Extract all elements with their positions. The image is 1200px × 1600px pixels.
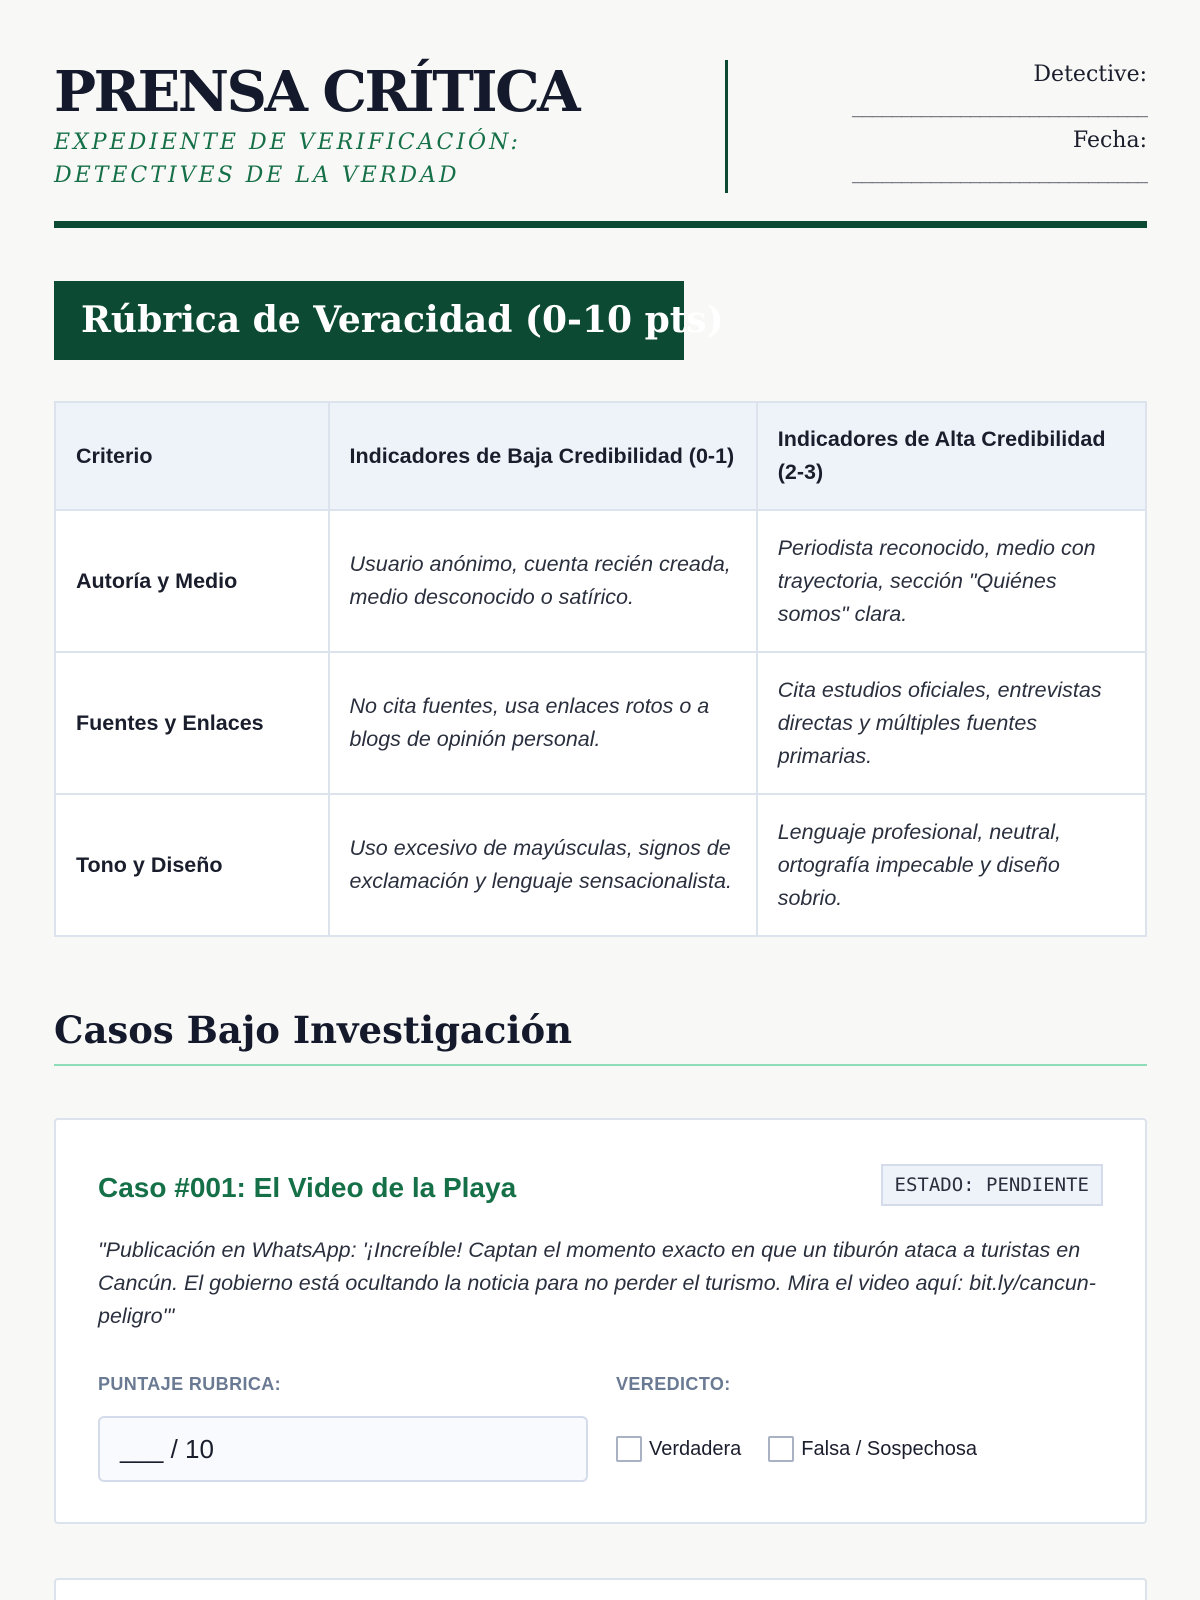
verdict-options bbox=[616, 1434, 1004, 1464]
case-title: Caso #001: El Video de la Playa bbox=[98, 1172, 517, 1203]
table-row bbox=[55, 510, 1146, 652]
case-card-next bbox=[54, 1578, 1147, 1600]
score-label: PUNTAJE RUBRICA: bbox=[98, 1374, 282, 1394]
date-label: Fecha: bbox=[1072, 128, 1147, 153]
rubric-title: Rúbrica de Veracidad (0-10 pts) bbox=[54, 281, 684, 360]
rubric-low-indicator: Usuario anónimo, cuenta recién creada, medio desconocido o satírico. bbox=[329, 510, 757, 652]
rubric-criterion: Autoría y Medio bbox=[55, 510, 329, 652]
rubric-header-high: Indicadores de Alta Credibilidad (2-3) bbox=[757, 402, 1146, 510]
case-quote: "Publicación en WhatsApp: '¡Increíble! Captan el momento exacto en que un tiburón ataca a turistas en Cancún. El gobierno está ocultando la noticia para no perder el turismo. Mira el video aquí: bit.ly/cancun-peligro'" bbox=[98, 1238, 1096, 1328]
verdict-true-option[interactable] bbox=[616, 1434, 741, 1464]
student-meta bbox=[757, 60, 1147, 192]
masthead bbox=[54, 0, 1147, 228]
rubric-high-indicator: Periodista reconocido, medio con trayectoria, sección "Quiénes somos" clara. bbox=[757, 510, 1146, 652]
table-row bbox=[55, 652, 1146, 794]
page-title: PRENSA CRÍTICA bbox=[54, 59, 579, 125]
date-blank[interactable]: ______________________________ bbox=[851, 163, 1147, 184]
rubric-header-row bbox=[55, 402, 1146, 510]
rubric-criterion: Fuentes y Enlaces bbox=[55, 652, 329, 794]
detective-label: Detective: bbox=[1033, 62, 1147, 87]
rubric-high-indicator: Lenguaje profesional, neutral, ortografía impecable y diseño sobrio. bbox=[757, 794, 1146, 936]
masthead-divider bbox=[725, 60, 728, 193]
rubric-low-indicator: No cita fuentes, usa enlaces rotos o a blogs de opinión personal. bbox=[329, 652, 757, 794]
table-row bbox=[55, 794, 1146, 936]
verdict-false-checkbox[interactable] bbox=[768, 1436, 794, 1462]
score-input[interactable]: ___ / 10 bbox=[98, 1416, 588, 1482]
verdict-true-checkbox[interactable] bbox=[616, 1436, 642, 1462]
cases-heading: Casos Bajo Investigación bbox=[54, 1002, 1147, 1066]
verdict-label: VEREDICTO: bbox=[616, 1374, 731, 1394]
worksheet-page bbox=[54, 0, 1147, 1464]
verdict-false-label: Falsa / Sospechosa bbox=[801, 1438, 977, 1460]
rubric-header-criterion: Criterio bbox=[55, 402, 329, 510]
page-subtitle: EXPEDIENTE DE VERIFICACIÓN: DETECTIVES DE LA VERDAD bbox=[54, 130, 521, 188]
case-card bbox=[54, 1118, 1147, 1524]
rubric-low-indicator: Uso excesivo de mayúsculas, signos de exclamación y lenguaje sensacionalista. bbox=[329, 794, 757, 936]
rubric-header-low: Indicadores de Baja Credibilidad (0-1) bbox=[329, 402, 757, 510]
verdict-true-label: Verdadera bbox=[649, 1438, 742, 1460]
rubric-high-indicator: Cita estudios oficiales, entrevistas directas y múltiples fuentes primarias. bbox=[757, 652, 1146, 794]
status-badge: ESTADO: PENDIENTE bbox=[881, 1164, 1103, 1206]
rubric-table bbox=[54, 401, 1147, 937]
rubric-criterion: Tono y Diseño bbox=[55, 794, 329, 936]
verdict-false-option[interactable] bbox=[768, 1434, 977, 1464]
detective-blank[interactable]: ______________________________ bbox=[851, 97, 1147, 118]
